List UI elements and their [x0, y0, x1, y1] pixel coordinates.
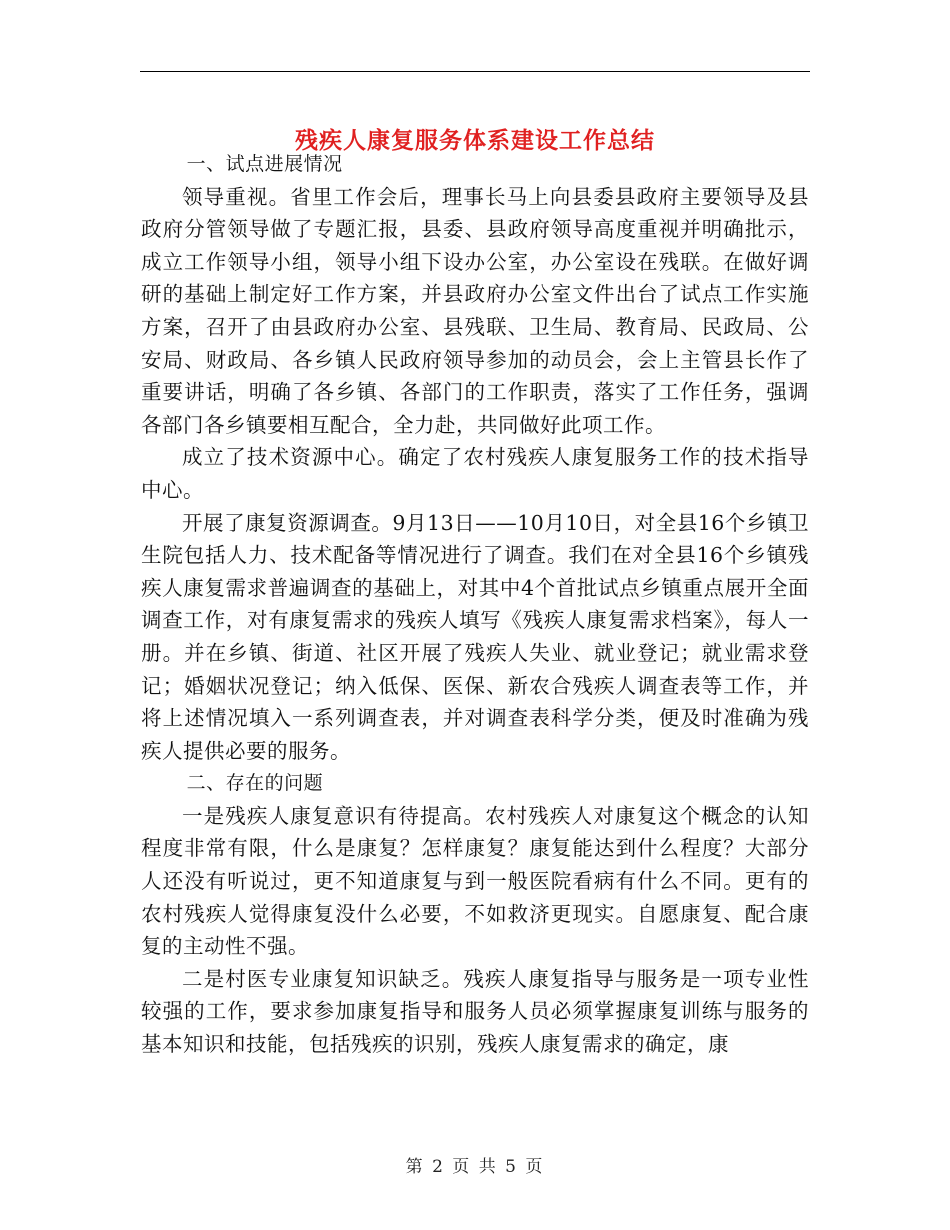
document-title: 残疾人康复服务体系建设工作总结	[295, 127, 655, 155]
body-paragraph: 二是村医专业康复知识缺乏。残疾人康复指导与服务是一项专业性较强的工作，要求参加康复指导和服务人员必须掌握康复训练与服务的基本知识和技能，包括残疾的识别，残疾人康复需求的确定，康	[141, 966, 809, 1057]
document-body	[141, 148, 809, 1061]
body-paragraph: 一是残疾人康复意识有待提高。农村残疾人对康复这个概念的认知程度非常有限，什么是康复？怎样康复？康复能达到什么程度？大部分人还没有听说过，更不知道康复与到一般医院看病有什么不同。更有的农村残疾人觉得康复没什么必要，不如救济更现实。自愿康复、配合康复的主动性不强。	[141, 803, 809, 959]
body-paragraph: 开展了康复资源调查。9月13日——10月10日，对全县16个乡镇卫生院包括人力、技术配备等情况进行了调查。我们在对全县16个乡镇残疾人康复需求普遍调查的基础上，对其中4个首批试点乡镇重点展开全面调查工作，对有康复需求的残疾人填写《残疾人康复需求档案》，每人一册。并在乡镇、街道、社区开展了残疾人失业、就业登记；就业需求登记；婚姻状况登记；纳入低保、医保、新农合残疾人调查表等工作，并将上述情况填入一系列调查表，并对调查表科学分类，便及时准确为残疾人提供必要的服务。	[141, 510, 809, 763]
page-number-footer: 第 2 页 共 5 页	[405, 1157, 545, 1177]
header-rule	[140, 71, 810, 72]
section-heading: 一、试点进展情况	[186, 153, 343, 175]
body-paragraph: 成立了技术资源中心。确定了农村残疾人康复服务工作的技术指导中心。	[141, 445, 809, 502]
body-paragraph: 领导重视。省里工作会后，理事长马上向县委县政府主要领导及县政府分管领导做了专题汇报，县委、县政府领导高度重视并明确批示，成立工作领导小组，领导小组下设办公室，办公室设在残联。在做好调研的基础上制定好工作方案，并县政府办公室文件出台了试点工作实施方案，召开了由县政府办公室、县残联、卫生局、教育局、民政局、公安局、财政局、各乡镇人民政府领导参加的动员会，会上主管县长作了重要讲话，明确了各乡镇、各部门的工作职责，落实了工作任务，强调各部门各乡镇要相互配合，全力赴，共同做好此项工作。	[141, 184, 809, 437]
section-heading: 二、存在的问题	[186, 772, 324, 795]
